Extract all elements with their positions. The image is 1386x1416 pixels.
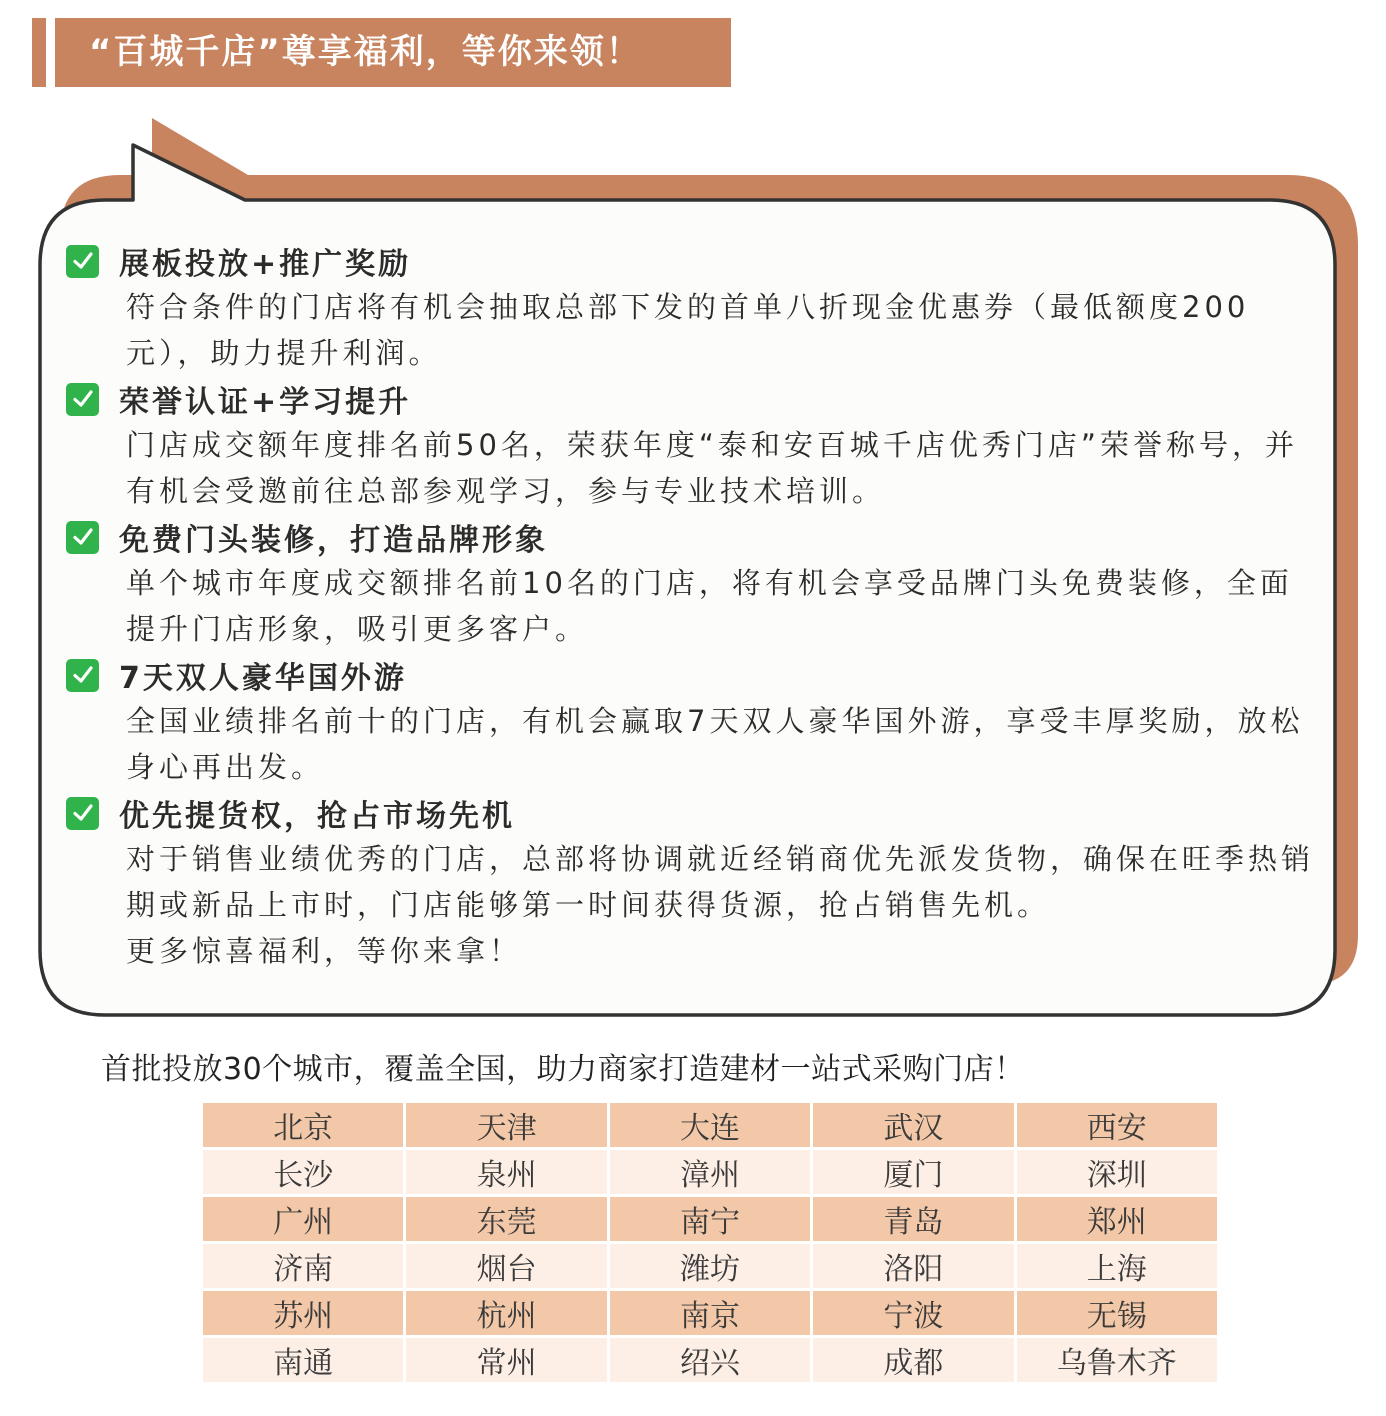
city-cell: 郑州 [1017,1197,1217,1241]
city-cell: 宁波 [813,1291,1013,1335]
city-cell: 东莞 [406,1197,606,1241]
city-cell: 杭州 [406,1291,606,1335]
city-cell: 南宁 [610,1197,810,1241]
benefit-title: 7天双人豪华国外游 [119,661,407,696]
city-cell: 西安 [1017,1103,1217,1147]
benefits-list [66,238,1316,974]
benefit-description: 单个城市年度成交额排名前10名的门店，将有机会享受品牌门头免费装修，全面提升门店形象，吸引更多客户。 [126,566,1293,646]
benefit-description: 门店成交额年度排名前50名，荣获年度“泰和安百城千店优秀门店”荣誉称号，并有机会受邀前往总部参观学习，参与专业技术培训。 [126,428,1298,508]
city-cell: 武汉 [813,1103,1013,1147]
cities-intro: 首批投放30个城市，覆盖全国，助力商家打造建材一站式采购门店！ [101,1052,1025,1087]
city-cell: 济南 [203,1244,403,1288]
check-icon [66,521,99,554]
city-cell: 烟台 [406,1244,606,1288]
table-row [203,1338,1217,1382]
city-cell: 洛阳 [813,1244,1013,1288]
city-cell: 乌鲁木齐 [1017,1338,1217,1382]
check-icon [66,383,99,416]
city-cell: 大连 [610,1103,810,1147]
table-row [203,1150,1217,1194]
benefit-item [66,790,1316,928]
benefit-description: 符合条件的门店将有机会抽取总部下发的首单八折现金优惠券（最低额度200元），助力提升利润。 [126,290,1250,370]
city-cell: 泉州 [406,1150,606,1194]
benefit-title: 免费门头装修，打造品牌形象 [119,523,548,558]
benefit-item [66,652,1316,790]
check-icon [66,659,99,692]
check-icon [66,245,99,278]
city-cell: 广州 [203,1197,403,1241]
benefit-description: 对于销售业绩优秀的门店，总部将协调就近经销商优先派发货物，确保在旺季热销期或新品上市时，门店能够第一时间获得货源，抢占销售先机。 [126,842,1315,922]
city-cell: 成都 [813,1338,1013,1382]
city-cell: 绍兴 [610,1338,810,1382]
city-cell: 上海 [1017,1244,1217,1288]
table-row [203,1291,1217,1335]
benefit-item [66,514,1316,652]
city-cell: 深圳 [1017,1150,1217,1194]
benefit-item [66,376,1316,514]
benefit-item [66,238,1316,376]
table-row [203,1244,1217,1288]
benefit-title: 优先提货权，抢占市场先机 [119,799,515,834]
table-row [203,1103,1217,1147]
city-cell: 南京 [610,1291,810,1335]
city-cell: 常州 [406,1338,606,1382]
city-cell: 天津 [406,1103,606,1147]
city-cell: 青岛 [813,1197,1013,1241]
city-cell: 苏州 [203,1291,403,1335]
city-cell: 无锡 [1017,1291,1217,1335]
table-row [203,1197,1217,1241]
city-cell: 长沙 [203,1150,403,1194]
city-table [200,1100,1220,1385]
benefit-title: 荣誉认证+学习提升 [119,385,412,420]
city-cell: 南通 [203,1338,403,1382]
city-cell: 厦门 [813,1150,1013,1194]
city-cell: 潍坊 [610,1244,810,1288]
benefit-description: 全国业绩排名前十的门店，有机会赢取7天双人豪华国外游，享受丰厚奖励，放松身心再出发。 [126,704,1304,784]
city-cell: 北京 [203,1103,403,1147]
more-benefits-text: 更多惊喜福利，等你来拿！ [126,934,523,968]
page-title: “百城千店”尊享福利，等你来领！ [89,32,642,72]
city-cell: 漳州 [610,1150,810,1194]
check-icon [66,797,99,830]
benefit-title: 展板投放+推广奖励 [119,247,412,282]
